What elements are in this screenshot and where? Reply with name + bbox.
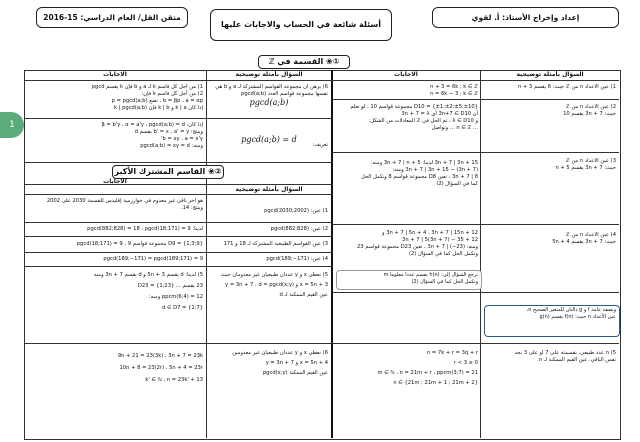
sec2-row-5-question: 5) نعطي x و y عددان طبيعيان غير معدومان حيث x = 5n + 3 و y = 3n + 7 ، d = pgcd(x;y) عين القيم الممكنة لـ d [220, 272, 328, 298]
left-row-1-question: 6) برهن أن مجموعة القواسم المشتركة لـ a و b هي نفسها مجموعة قواسم العدد pgcd(a;b) [215, 84, 328, 97]
header-right-text: إعداد وإخراج الأستاذ: أ. لقوي [471, 13, 580, 22]
sec2-row-4-question: 4) عين: pgcd(189;−171) [266, 256, 328, 262]
right-row-line-4 [332, 292, 619, 293]
header-left-text: متقن القل/ العام الدراسي: 15-2016 [43, 13, 181, 22]
sec2-row-line-1 [24, 222, 331, 223]
sec2-row-2-answer: لدينا: pgcd(882;828) = 18 ، pgcd(18;171) = 9 [87, 226, 203, 232]
right-row-line-3 [332, 224, 619, 225]
left-row-2-formula: pgcd(a;b) = d [241, 135, 297, 144]
sec2-row-line-2 [24, 236, 331, 237]
left-row-line-1 [24, 118, 331, 119]
divider-v2 [480, 70, 481, 438]
sec2-row-3-answer: D9 = {1;3;9} مجموعة قواسم 9 ، pgcd(18;171) = 9 [76, 241, 203, 247]
sec2-row-6-answer: 9n + 21 = 23(3k) ، 3n + 7 = 23k 10n + 8 = 23(2r) ، 5n + 4 = 23r k' ∈ ℕ ، n = 23k' + 13 [117, 353, 203, 383]
right-side-note-general: وبصفة عامة f و g دالتان للمتغير الصحيح n، عين الأعداد n حيث: f(n) يقسم g(n) [484, 305, 620, 337]
right-row-2-question: 2) عين الأعداد n من ℤ حيث: 3n + 7 يقسم 10 [563, 104, 616, 117]
sec2-row-3-question: 3) عين القواسم الطبيعية المشتركة لـ 18 و 171 [223, 241, 328, 247]
right-row-4-question: 4) عين الأعداد n من ℤ حيث: 3n + 7 يقسم 5n + 4 [552, 232, 616, 245]
sec2-row-1-answer: هو آخر باقي غير معدوم في خوارزمية إقليدس للقسمة 2030 على 2002 وينتج: 14. [46, 198, 203, 211]
right-row-1-question: 1) عين الأعداد n من ℤ حيث: 6 يقسم n + 3 [518, 84, 616, 90]
right-row-5-answer: n = 7k + r = 3q + r 0 ≤ r < 3 m ∈ ℕ ، n = 21m + r ، ppcm(3;7) = 21 n ∈ {21m ; 21m + 1 ; 21m + 2} [377, 350, 478, 386]
header-center-box [210, 9, 392, 41]
sec2-row-line-4 [24, 266, 331, 267]
right-side-note-answer: نرجع السؤال إلى: (n)h يقسم عددا معلوما m ونكمل الحل كما في السؤال (2) [336, 270, 482, 290]
right-row-line-1 [332, 99, 619, 100]
left-row-2-answer: إذا كان: β = b'y ، α = a'y ، pgcd(a;b) = d وينتج: b' = x ، a' = y يقسم d b = xy ، a = x'y' ومنه: pgcd(a;b) = xy = d [101, 122, 203, 149]
right-col-answer-header: الاجابات [394, 71, 418, 78]
right-row-2-answer: D10 = {±1;±2;±5;±10} مجموعة قواسم 10 ، لو نعلم أن 3n+7 ∈ D10 أي 3n + 7 = λ و λ ∈ D10 ، تم الحل في ℤ المعادلات من الشكل: ... n ∈ ℤ ... وتواصل [350, 104, 478, 131]
right-col-question-header: السؤال بأمثلة توضيحية [516, 71, 584, 78]
left-row-2-label: تعريف: [312, 142, 328, 148]
sec2-row-5-answer: 5) لدينا: d يقسم 5n + 3 و d يقسم 3n + 7 ومنه 23 يقسم ... D23 = {1;23} ppcm(6;4) = 12 ومنه: d ∈ D7 = {1;7} [94, 272, 203, 311]
left-col-question-header: السؤال بأمثلة توضيحية [235, 71, 303, 78]
header-center-text: أسئلة شائعة في الحساب والاجابات عليها [221, 20, 381, 29]
sec2-row-6-question: 6) نعطي x و y عددان طبيعيان غير معدومين x = 5n + 4 و y = 3n + 7 عين القيم الممكنة pgcd(x;y) [232, 350, 328, 376]
right-row-3-question: 3) عين الأعداد n من ℤ حيث: 3n + 7 يقسم n + 5 [555, 158, 616, 171]
section2-title: ②❀ القاسم المشترك الأكبر [112, 165, 224, 179]
header-row-line [24, 80, 619, 81]
right-row-line-2 [332, 152, 619, 153]
divider-v3 [206, 70, 207, 438]
sec2-col-answer-header: الاجابات [103, 178, 127, 185]
left-row-1-formula: pgcd(a;b) [249, 98, 289, 107]
header-right-box [432, 7, 619, 28]
sec2-row-2-question: 2) عين: pgcd(882;828) [270, 226, 328, 232]
sec2-row-1-question: 1) عين: pgcd(2030;2002) [264, 208, 328, 214]
sec2-col-question-header: السؤال بأمثلة توضيحية [235, 186, 303, 193]
page-number-tab: 1 [0, 112, 24, 138]
right-row-3-answer: 3n + 7 | 3n + 15 لدينا: 3n + 7 | n + 5 ومنه: 3n + 7 | 3n + 15 − (3n + 7) ومنه: 3n + 7 | 8 ، نعين D8 مجموعة قواسم 8 ونكمل الحل كما في السؤال (2) [361, 160, 478, 187]
divider-v1 [331, 70, 333, 438]
left-row-1-answer: 1) من أجل كل قاسم k لـ a و b فإن k يقسم pgcd 2) من أجل كل قاسم k فإن: b = βp ، a = αp ، نضع p = pgcd(a;b) إذا كان k | a و k | b فإن k | pgcd(a;b) [91, 84, 203, 111]
sec2-row-line-5 [24, 343, 331, 344]
sec2-row-4-answer: pgcd(189;−171) = pgcd(189;171) = 9 [103, 256, 203, 262]
right-row-1-answer: n + 3 = 6k ; k ∈ ℤ n = 6k − 3 ; k ∈ ℤ [430, 84, 478, 97]
header-left-box [36, 7, 188, 28]
right-row-4-answer: 3n + 7 | 5n + 4 ، 3n + 7 | 15n + 12 و 3n + 7 | 5(3n + 7) − 35 + 12 ومنه: 3n + 7 | (−23) ، نعين D23 مجموعة قواسم 23 ونكمل الحل كما في السؤال (2) [357, 230, 478, 257]
right-row-5-question: 5) n عدد طبيعي، بقسمته على 7 أو على 3 نجد نفس الباقي. عين القيم الممكنة لـ n. [514, 350, 616, 363]
sec2-row-line-0 [24, 194, 331, 195]
left-col-answer-header: الاجابات [103, 71, 127, 78]
sec2-row-line-3 [24, 252, 331, 253]
left-row-line-2 [24, 162, 331, 163]
section1-title: ①❀ القسمة في ℤ [258, 55, 350, 69]
right-row-line-5 [332, 343, 619, 344]
